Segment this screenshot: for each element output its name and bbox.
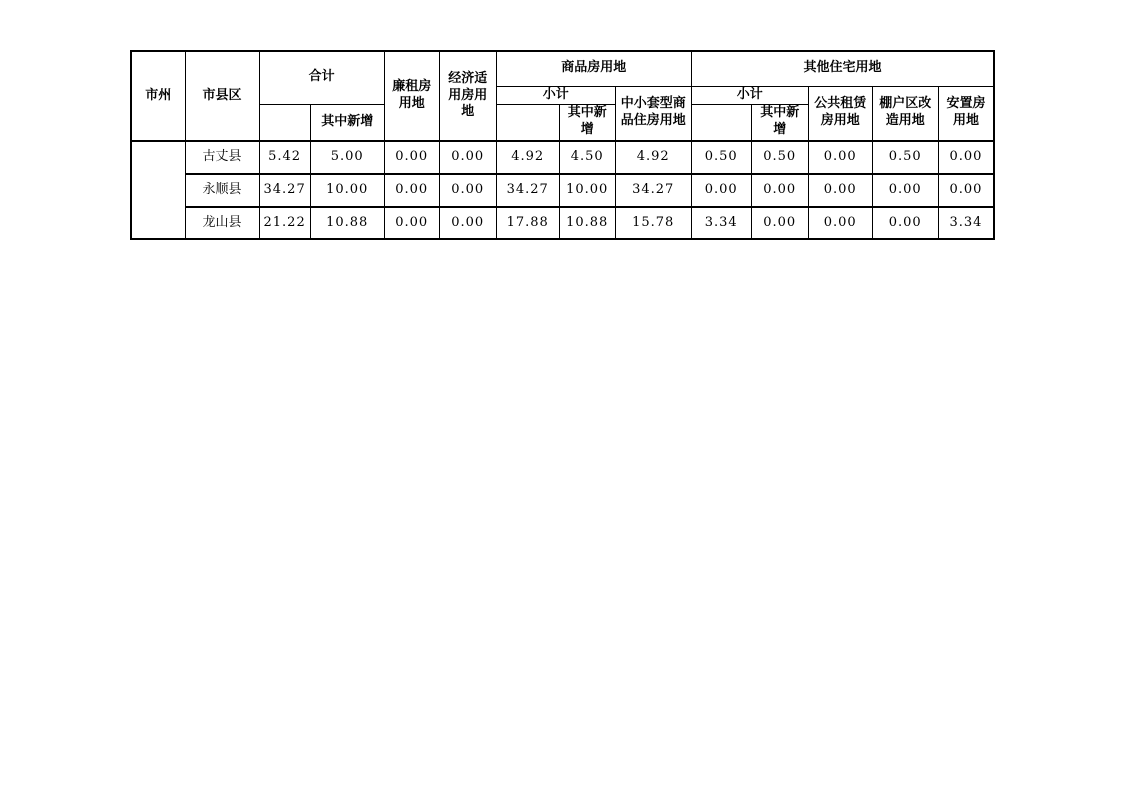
cell-gonggong-zulin: 0.00 (808, 207, 872, 239)
cell-anzhifang: 3.34 (938, 207, 994, 239)
cell-shizhou-empty (131, 141, 185, 239)
cell-heji-xinzeng: 10.00 (310, 174, 384, 207)
cell-qita-xiaoji: 0.50 (691, 141, 751, 174)
cell-jingji-shiyong: 0.00 (439, 207, 496, 239)
cell-heji-xinzeng: 5.00 (310, 141, 384, 174)
cell-shangpin-xiaoji: 34.27 (496, 174, 559, 207)
cell-qita-xinzeng: 0.00 (751, 174, 808, 207)
cell-jingji-shiyong: 0.00 (439, 174, 496, 207)
table-row-guzhang (131, 141, 994, 174)
header-group-qita: 其他住宅用地 (691, 51, 994, 86)
cell-heji-total: 5.42 (259, 141, 310, 174)
cell-qita-xiaoji: 3.34 (691, 207, 751, 239)
cell-county: 龙山县 (185, 207, 259, 239)
header-heji: 合计 (259, 51, 384, 104)
header-lianzufang: 廉租房用地 (384, 51, 439, 141)
housing-land-use-table (130, 50, 995, 240)
header-row-1 (131, 51, 994, 86)
cell-anzhifang: 0.00 (938, 174, 994, 207)
cell-county: 永顺县 (185, 174, 259, 207)
header-shixianqu: 市县区 (185, 51, 259, 141)
cell-shangpin-xinzeng: 10.00 (559, 174, 615, 207)
cell-gonggong-zulin: 0.00 (808, 141, 872, 174)
cell-shangpin-xiaoji: 17.88 (496, 207, 559, 239)
header-heji-xinzeng: 其中新增 (310, 104, 384, 141)
header-qita-xinzeng: 其中新增 (751, 104, 808, 141)
header-gonggong-zulin: 公共租赁房用地 (808, 86, 872, 141)
cell-shangpin-xinzeng: 10.88 (559, 207, 615, 239)
cell-heji-xinzeng: 10.88 (310, 207, 384, 239)
header-heji-spacer (259, 104, 310, 141)
cell-jingji-shiyong: 0.00 (439, 141, 496, 174)
cell-shangpin-xiaoji: 4.92 (496, 141, 559, 174)
header-qita-xiaoji-spacer (691, 104, 751, 141)
table-row-longshan (131, 207, 994, 239)
cell-heji-total: 21.22 (259, 207, 310, 239)
header-shangpin-xiaoji: 小计 (496, 86, 615, 104)
cell-county: 古丈县 (185, 141, 259, 174)
header-shangpin-xiaoji-spacer (496, 104, 559, 141)
cell-qita-xinzeng: 0.00 (751, 207, 808, 239)
cell-penghuqu: 0.00 (872, 207, 938, 239)
cell-zhongxiaotaoxing: 4.92 (615, 141, 691, 174)
cell-shangpin-xinzeng: 4.50 (559, 141, 615, 174)
cell-qita-xiaoji: 0.00 (691, 174, 751, 207)
cell-penghuqu: 0.50 (872, 141, 938, 174)
header-jingji-shiyong: 经济适用房用地 (439, 51, 496, 141)
cell-gonggong-zulin: 0.00 (808, 174, 872, 207)
cell-zhongxiaotaoxing: 34.27 (615, 174, 691, 207)
cell-lianzufang: 0.00 (384, 141, 439, 174)
cell-lianzufang: 0.00 (384, 207, 439, 239)
header-penghuqu: 棚户区改造用地 (872, 86, 938, 141)
cell-lianzufang: 0.00 (384, 174, 439, 207)
cell-qita-xinzeng: 0.50 (751, 141, 808, 174)
header-anzhifang: 安置房用地 (938, 86, 994, 141)
header-shizhou: 市州 (131, 51, 185, 141)
header-shangpin-xinzeng: 其中新增 (559, 104, 615, 141)
header-qita-xiaoji: 小计 (691, 86, 808, 104)
cell-zhongxiaotaoxing: 15.78 (615, 207, 691, 239)
cell-anzhifang: 0.00 (938, 141, 994, 174)
header-zhongxiaotaoxing: 中小套型商品住房用地 (615, 86, 691, 141)
table-row-yongshun (131, 174, 994, 207)
cell-penghuqu: 0.00 (872, 174, 938, 207)
header-group-shangpin: 商品房用地 (496, 51, 691, 86)
cell-heji-total: 34.27 (259, 174, 310, 207)
